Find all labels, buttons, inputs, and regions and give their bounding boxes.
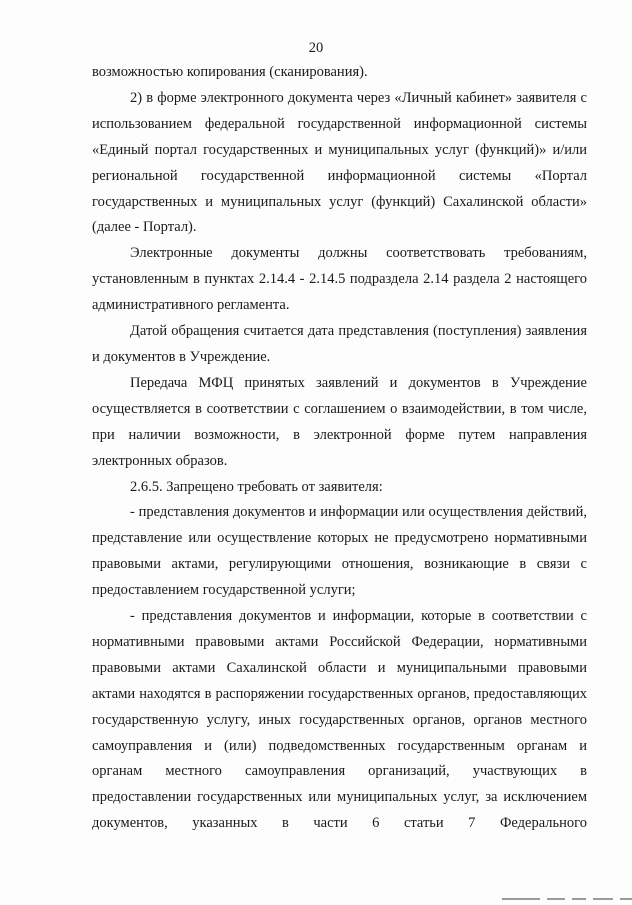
paragraph-electronic-requirements: Электронные документы должны соответствовать требованиям, установленным в пунктах 2.14.4 - 2.14.5 подраздела 2.14 раздела 2 настоящего административного регламента. [92, 245, 587, 314]
page-number: 20 [308, 40, 324, 56]
paragraph-continuation: возможностью копирования (сканирования). [92, 64, 368, 80]
paragraph-prohibited-heading: 2.6.5. Запрещено требовать от заявителя: [130, 478, 383, 495]
document-body [92, 60, 587, 837]
paragraph-application-date: Датой обращения считается дата представления (поступления) заявления и документов в Учреждение. [92, 323, 587, 365]
scan-artifact [502, 898, 632, 901]
paragraph-mfc-transfer: Передача МФЦ принятых заявлений и документов в Учреждение осуществляется в соответствии с соглашением о взаимодействии, в том числе, при наличии возможности, в электронной форме путем направления электронных образов. [92, 374, 587, 469]
paragraph-prohibited-item-1: - представления документов и информации или осуществления действий, представление или осуществление которых не предусмотрено нормативными правовыми актами, регулирующими отношения, возникающие в связи с предоставлением государственной услуги; [92, 504, 587, 599]
paragraph-prohibited-item-2: - представления документов и информации, которые в соответствии с нормативными правовыми актами Российской Федерации, нормативными правовыми актами Сахалинской области и муниципальными правовыми актами находятся в распоряжении государственных органов, предоставляющих государственную услугу, иных государственных органов, органов местного самоуправления и (или) подведомственных государственным органам и органам местного самоуправления организаций, участвующих в предоставлении государственных или муниципальных услуг, за исключением документов, указанных в части 6 статьи 7 Федерального [92, 608, 587, 832]
paragraph-electronic-form: 2) в форме электронного документа через «Личный кабинет» заявителя с использованием федеральной государственной информационной системы «Единый портал государственных и муниципальных услуг (функций)» и/или региональной государственной информационной системы «Портал государственных и муниципальных услуг (функций) Сахалинской области» (далее - Портал). [92, 89, 587, 236]
